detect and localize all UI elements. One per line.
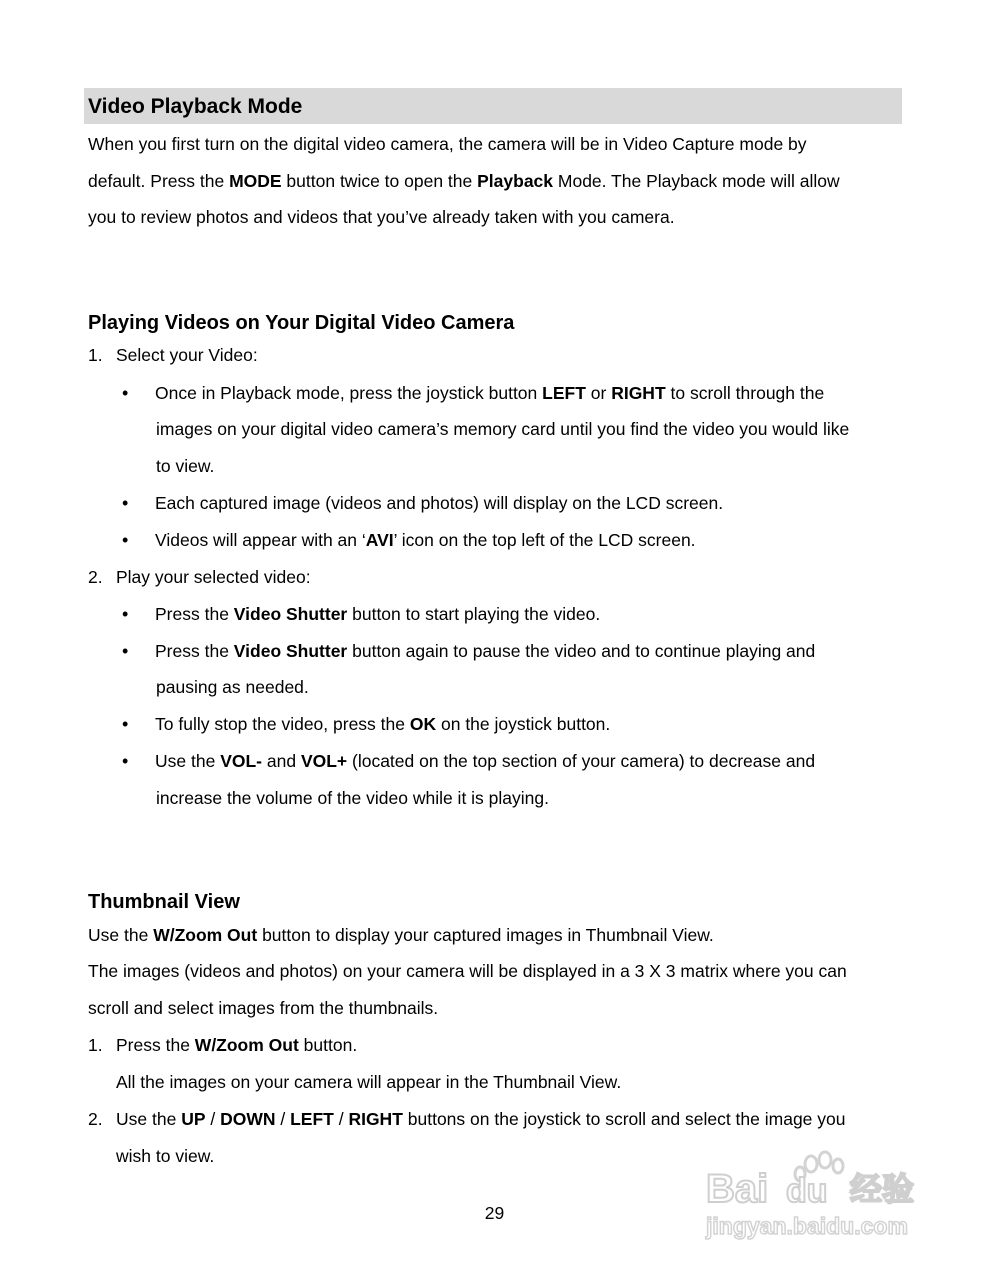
bullet-1-line-1: Once in Playback mode, press the joystick button LEFT or RIGHT to scroll through the [155,383,825,403]
bullet-5-line-1: Press the Video Shutter button again to pause the video and to continue playing and [155,641,816,661]
intro-line-2: default. Press the MODE button twice to open the Playback Mode. The Playback mode will allow [88,171,840,191]
page-number: 29 [484,1203,505,1223]
playing-videos-heading: Playing Videos on Your Digital Video Camera [88,312,515,334]
svg-text:经验: 经验 [850,1170,915,1208]
bullet-glyph: • [122,493,129,513]
thumb-step-1-line-2: All the images on your camera will appear in the Thumbnail View. [116,1072,622,1092]
bullet-2: Each captured image (videos and photos) will display on the LCD screen. [155,493,724,513]
thumbnail-view-heading: Thumbnail View [88,891,240,913]
thumbnail-para-1: Use the W/Zoom Out button to display your captured images in Thumbnail View. [88,925,714,945]
bullet-1-line-2: images on your digital video camera’s memory card until you find the video you would like [156,419,850,439]
step-2-label: Play your selected video: [116,567,311,587]
bullet-3: Videos will appear with an ‘AVI’ icon on the top left of the LCD screen. [155,530,696,550]
svg-text:Bai: Bai [706,1167,769,1211]
step-2-number: 2. [88,567,103,587]
thumbnail-para-2-line-1: The images (videos and photos) on your camera will be displayed in a 3 X 3 matrix where you can [88,961,847,981]
intro-line-3: you to review photos and videos that you’ve already taken with you camera. [88,207,675,227]
baidu-paw-icon [700,1150,940,1245]
baidu-watermark [700,1150,940,1245]
thumbnail-para-2-line-2: scroll and select images from the thumbnails. [88,998,439,1018]
bullet-6: To fully stop the video, press the OK on the joystick button. [155,714,611,734]
bullet-glyph: • [122,751,129,771]
step-1-label: Select your Video: [116,345,258,365]
bullet-glyph: • [122,714,129,734]
svg-text:du: du [786,1172,828,1210]
bullet-1-line-3: to view. [156,456,215,476]
thumb-step-2-number: 2. [88,1109,103,1129]
bullet-glyph: • [122,604,129,624]
bullet-glyph: • [122,530,129,550]
page-title: Video Playback Mode [88,95,303,118]
bullet-glyph: • [122,641,129,661]
thumb-step-1-line-1: Press the W/Zoom Out button. [116,1035,358,1055]
bullet-7-line-2: increase the volume of the video while it is playing. [156,788,549,808]
thumb-step-1-number: 1. [88,1035,103,1055]
step-1-number: 1. [88,345,103,365]
thumb-step-2-line-2: wish to view. [116,1146,215,1166]
svg-text:jingyan.baidu.com: jingyan.baidu.com [706,1213,908,1239]
bullet-7-line-1: Use the VOL- and VOL+ (located on the top section of your camera) to decrease and [155,751,816,771]
bullet-4: Press the Video Shutter button to start playing the video. [155,604,601,624]
bullet-5-line-2: pausing as needed. [156,677,309,697]
intro-line-1: When you first turn on the digital video camera, the camera will be in Video Capture mode by [88,134,807,154]
thumb-step-2-line-1: Use the UP / DOWN / LEFT / RIGHT buttons on the joystick to scroll and select the image you [116,1109,846,1129]
bullet-glyph: • [122,383,129,403]
